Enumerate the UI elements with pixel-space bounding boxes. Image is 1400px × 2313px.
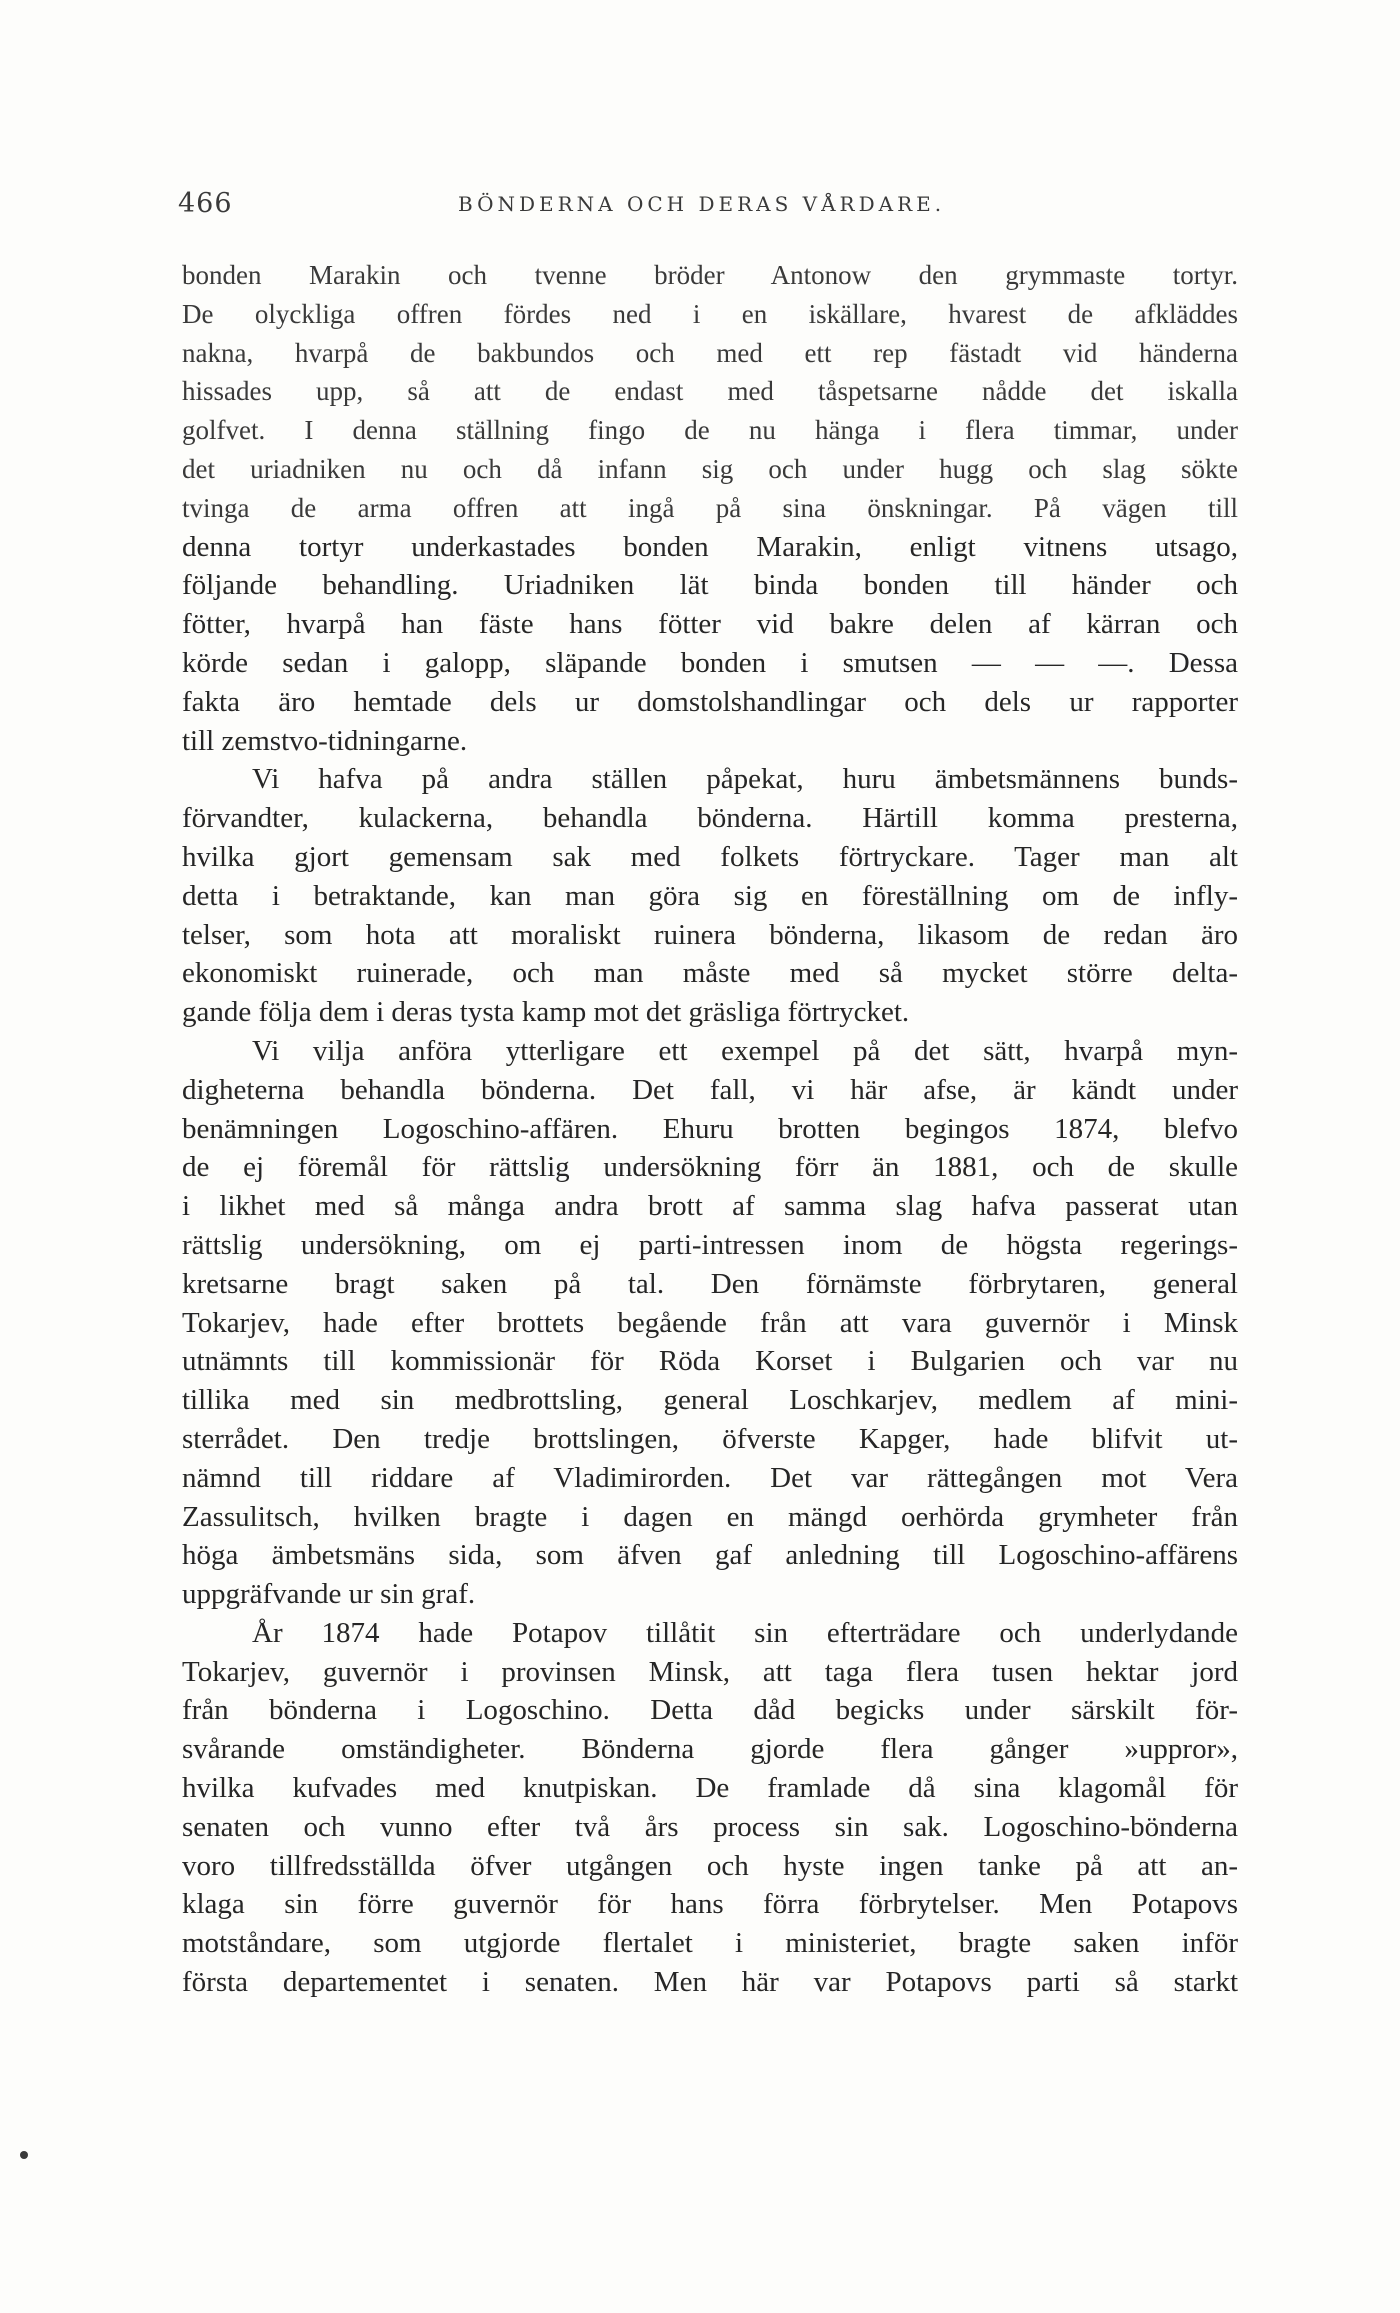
text-line: Vi hafva på andra ställen påpekat, huru ämbetsmännens bunds-	[252, 763, 1238, 796]
text-line: nämnd till riddare af Vladimirorden. Det var rättegången mot Vera	[182, 1461, 1238, 1494]
text-line: det uriadniken nu och då infann sig och under hugg och slag sökte	[182, 453, 1238, 484]
text-line: hvilka kufvades med knutpiskan. De framlade då sina klagomål för	[182, 1772, 1238, 1805]
text-line: voro tillfredsställda öfver utgången och hyste ingen tanke på att an-	[182, 1849, 1238, 1882]
text-line: digheterna behandla bönderna. Det fall, vi här afse, är kändt under	[182, 1073, 1238, 1106]
text-line: från bönderna i Logoschino. Detta dåd begicks under särskilt för-	[182, 1694, 1238, 1727]
running-head: BÖNDERNA OCH DERAS VÅRDARE.	[458, 192, 946, 216]
text-line: kretsarne bragt saken på tal. Den förnämste förbrytaren, general	[182, 1267, 1238, 1300]
text-line: höga ämbetsmäns sida, som äfven gaf anledning till Logoschino-affärens	[182, 1539, 1238, 1572]
text-line: uppgräfvande ur sin graf.	[182, 1578, 476, 1611]
text-line: De olyckliga offren fördes ned i en iskällare, hvarest de afkläddes	[182, 298, 1238, 329]
text-line: fakta äro hemtade dels ur domstolshandlingar och dels ur rapporter	[182, 685, 1238, 718]
page-number: 466	[178, 188, 233, 219]
text-line: hissades upp, så att de endast med tåspetsarne nådde det iskalla	[182, 376, 1238, 407]
text-line: de ej föremål för rättslig undersökning förr än 1881, och de skulle	[182, 1151, 1238, 1184]
text-line: följande behandling. Uriadniken lät binda bonden till händer och	[182, 569, 1238, 602]
text-line: fötter, hvarpå han fäste hans fötter vid bakre delen af kärran och	[182, 608, 1238, 641]
text-line: Zassulitsch, hvilken bragte i dagen en mängd oerhörda grymheter från	[182, 1500, 1238, 1533]
text-line: denna tortyr underkastades bonden Marakin, enligt vitnens utsago,	[182, 530, 1238, 563]
text-line: Tokarjev, guvernör i provinsen Minsk, att taga flera tusen hektar jord	[182, 1655, 1238, 1688]
text-line: detta i betraktande, kan man göra sig en föreställning om de infly-	[182, 879, 1238, 912]
ink-speck-icon	[18, 2148, 32, 2162]
text-line: klaga sin förre guvernör för hans förra förbrytelser. Men Potapovs	[182, 1888, 1238, 1921]
text-line: svårande omständigheter. Bönderna gjorde flera gånger »uppror»,	[182, 1733, 1238, 1766]
text-line: till zemstvo-tidningarne.	[182, 724, 468, 757]
body-text	[182, 256, 1238, 2002]
text-line: telser, som hota att moraliskt ruinera bönderna, likasom de redan äro	[182, 918, 1238, 951]
text-line: tillika med sin medbrottsling, general Loschkarjev, medlem af mini-	[182, 1384, 1238, 1417]
text-line: sterrådet. Den tredje brottslingen, öfverste Kapger, hade blifvit ut-	[182, 1422, 1238, 1455]
text-line: rättslig undersökning, om ej parti-intressen inom de högsta regerings-	[182, 1228, 1238, 1261]
text-line: utnämnts till kommissionär för Röda Korset i Bulgarien och var nu	[182, 1345, 1238, 1378]
text-line: körde sedan i galopp, släpande bonden i smutsen — — —. Dessa	[182, 646, 1238, 679]
text-line: bonden Marakin och tvenne bröder Antonow den grymmaste tortyr.	[182, 260, 1238, 290]
text-line: År 1874 hade Potapov tillåtit sin efterträdare och underlydande	[252, 1616, 1238, 1649]
page-header	[178, 188, 1238, 228]
text-line: golfvet. I denna ställning fingo de nu hänga i flera timmar, under	[182, 415, 1238, 446]
text-line: tvinga de arma offren att ingå på sina önskningar. På vägen till	[182, 492, 1238, 523]
text-line: senaten och vunno efter två års process sin sak. Logoschino-bönderna	[182, 1810, 1238, 1843]
text-line: i likhet med så många andra brott af samma slag hafva passerat utan	[182, 1190, 1238, 1223]
text-line: nakna, hvarpå de bakbundos och med ett rep fästadt vid händerna	[182, 337, 1238, 368]
text-line: första departementet i senaten. Men här var Potapovs parti så starkt	[182, 1966, 1238, 1999]
text-line: ekonomiskt ruinerade, och man måste med så mycket större delta-	[182, 957, 1238, 990]
text-line: benämningen Logoschino-affären. Ehuru brotten begingos 1874, blefvo	[182, 1112, 1238, 1145]
text-line: hvilka gjort gemensam sak med folkets förtryckare. Tager man alt	[182, 840, 1238, 873]
text-line: Vi vilja anföra ytterligare ett exempel på det sätt, hvarpå myn-	[252, 1034, 1238, 1067]
text-line: förvandter, kulackerna, behandla bönderna. Härtill komma presterna,	[182, 802, 1238, 835]
text-line: gande följa dem i deras tysta kamp mot det gräsliga förtrycket.	[182, 996, 910, 1029]
text-line: motståndare, som utgjorde flertalet i ministeriet, bragte saken inför	[182, 1927, 1238, 1960]
text-line: Tokarjev, hade efter brottets begående från att vara guvernör i Minsk	[182, 1306, 1238, 1339]
